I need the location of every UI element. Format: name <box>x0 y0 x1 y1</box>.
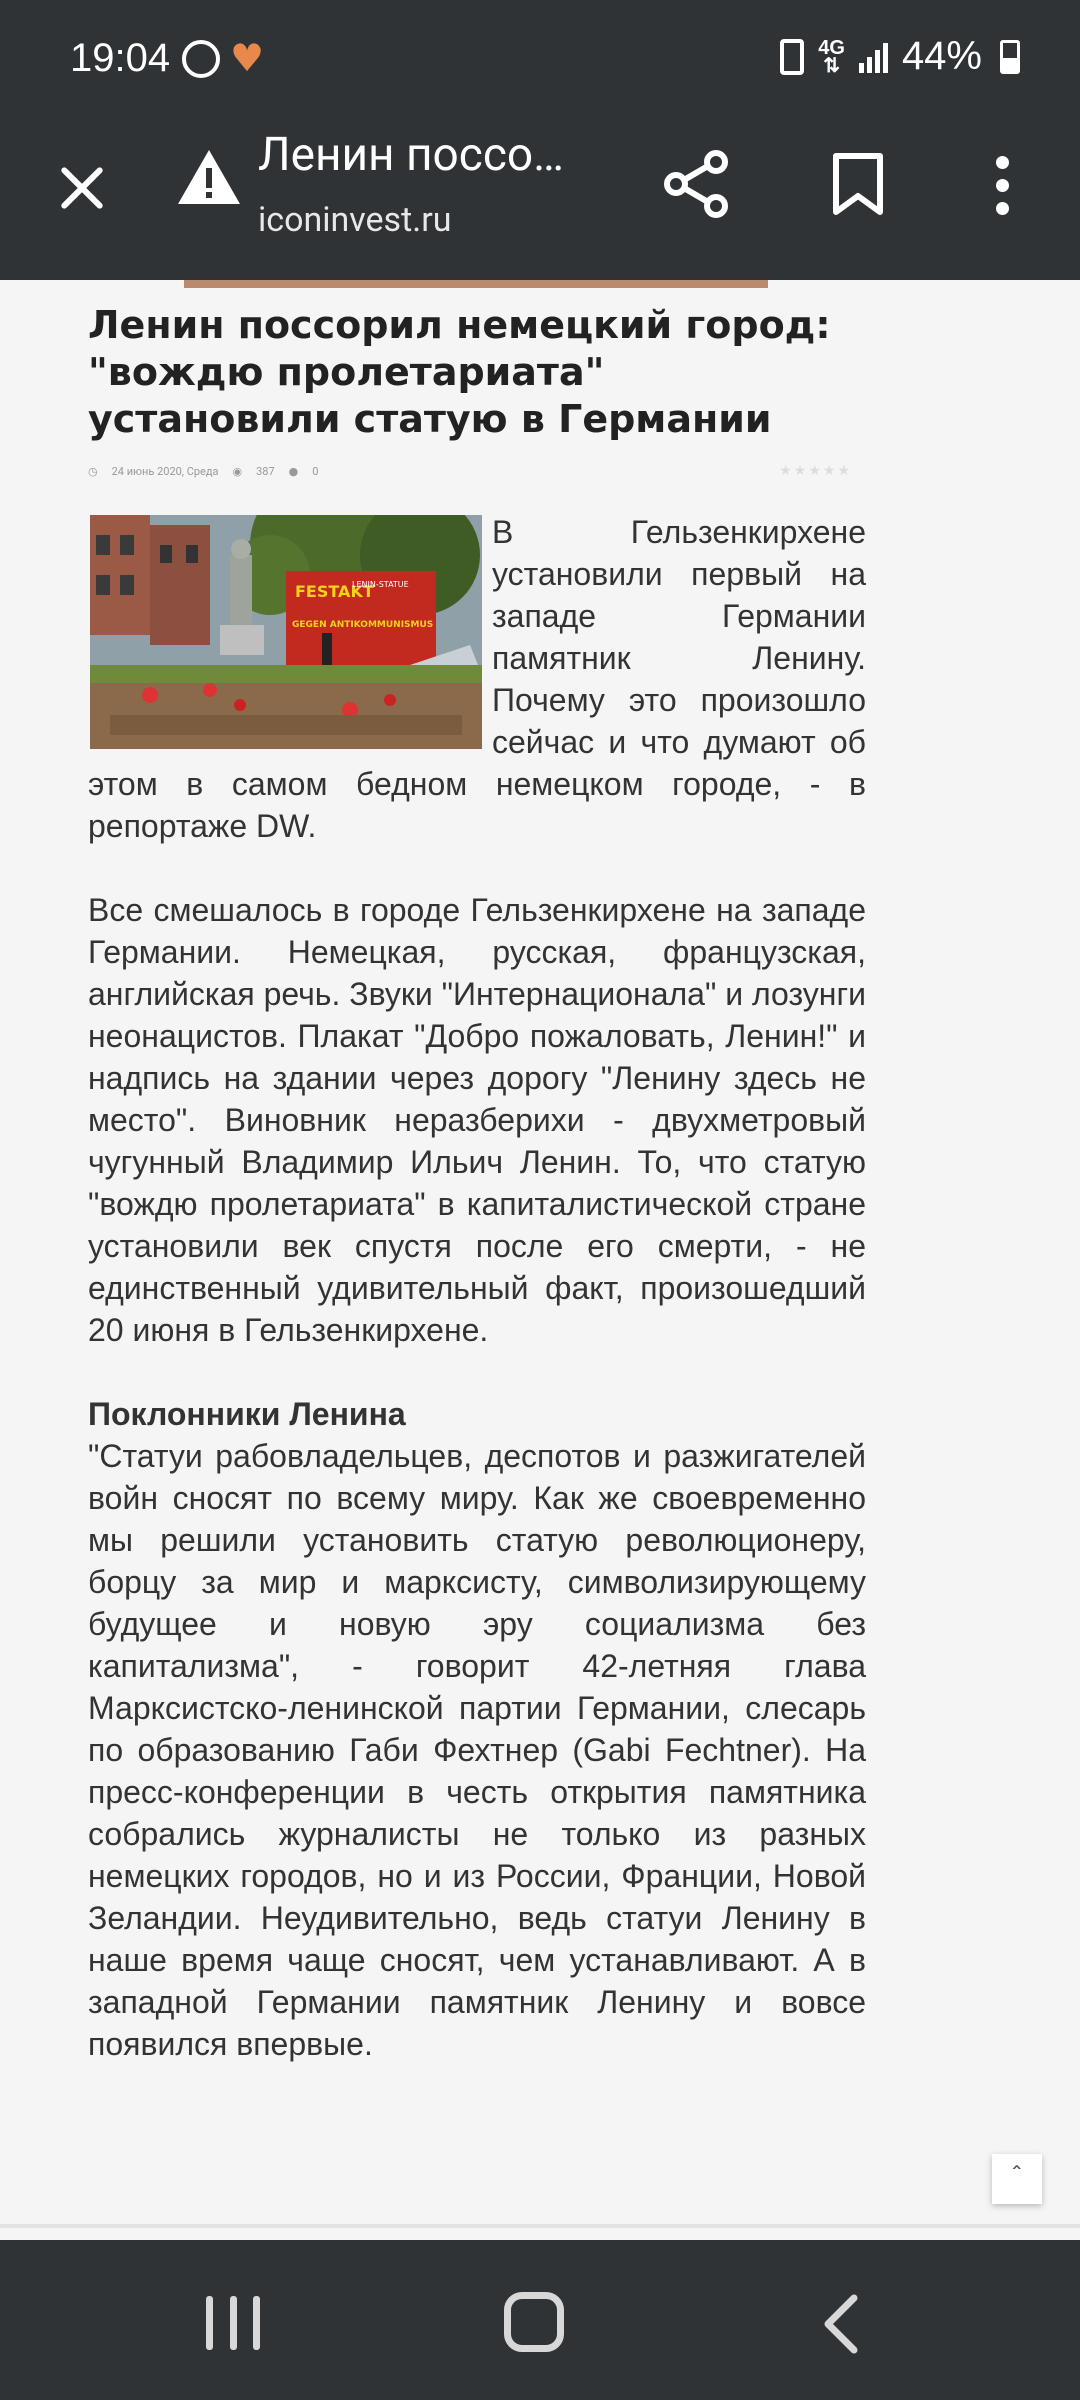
share-icon[interactable] <box>660 148 732 220</box>
lead-text: В Гельзенкирхене установили первый на западе Германии памятник Ленину. Почему это произошло сейчас и что думают об этом в самом бедном немецком городе, - в репортаже DW. <box>88 514 866 844</box>
article-body <box>88 511 866 2065</box>
battery-percent: 44% <box>901 34 982 78</box>
recents-icon[interactable] <box>206 2296 260 2350</box>
article-comments[interactable]: 0 <box>312 464 319 478</box>
section-subhead: Поклонники Ленина <box>88 1396 406 1432</box>
page-title: Ленин поссо… <box>258 128 564 182</box>
network-label: 4G <box>818 36 845 59</box>
article-photo[interactable] <box>90 515 482 749</box>
browser-toolbar <box>0 118 1080 280</box>
home-icon[interactable] <box>504 2292 564 2352</box>
paragraph-1: Все смешалось в городе Гельзенкирхене на западе Германии. Немецкая, русская, французская, английская речь. Звуки "Интернационала" и лозунги неонацистов. Плакат "Добро пожаловать, Ленин!" и надпись на здании через дорогу "Ленину здесь не место". Виновник неразберихи - двухметровый чугунный Владимир Ильич Ленин. То, что статую "вождю пролетариата" в капиталистической стране установили век спустя после его смерти, - не единственный удивительный факт, произошедший 20 июня в Гельзенкирхене. <box>88 892 866 1348</box>
article <box>88 302 866 2107</box>
status-bar <box>0 0 1080 118</box>
bookmark-icon[interactable] <box>832 152 884 216</box>
comment-icon: ● <box>288 464 299 478</box>
scroll-to-top-button[interactable]: ˆ <box>992 2154 1042 2204</box>
rating-stars[interactable]: ★★★★★ <box>779 463 852 479</box>
back-icon[interactable] <box>814 2294 874 2354</box>
article-views: 387 <box>256 464 275 478</box>
health-icon: ♥ <box>230 37 265 81</box>
web-content[interactable] <box>0 280 1080 2238</box>
warning-icon[interactable] <box>176 148 242 206</box>
content-divider <box>0 2224 1080 2228</box>
photo-banner-3: GEGEN ANTIKOMMUNISMUS <box>292 620 434 630</box>
signal-icon <box>859 41 888 73</box>
hero-image-edge <box>184 280 768 288</box>
status-indicators <box>780 34 1020 79</box>
close-icon[interactable] <box>50 158 112 220</box>
lead-paragraph <box>88 511 866 847</box>
article-meta <box>88 461 866 481</box>
photo-banner-1: FESTAKT <box>295 582 374 601</box>
network-4g-icon: 4G ⇅ <box>818 36 845 77</box>
eye-icon: ◉ <box>232 464 243 478</box>
clock-icon: ◷ <box>88 464 98 478</box>
article-date: 24 июнь 2020, Среда <box>111 464 219 478</box>
battery-saver-icon <box>780 39 804 75</box>
whatsapp-icon <box>182 40 220 78</box>
photo-banner-2: LENIN-STATUE <box>352 580 409 589</box>
more-icon[interactable] <box>982 154 1022 218</box>
paragraph-2: "Статуи рабовладельцев, деспотов и разжигателей войн сносят по всему миру. Как же своевременно мы решили установить статую революционеру, борцу за мир и марксисту, символизирующему будущее и новую эру социализма без капитализма", - говорит 42-летняя глава Марксистско-ленинской партии Германии, слесарь по образованию Габи Фехтнер (Gabi Fechtner). На пресс-конференции в честь открытия памятника собрались журналисты не только из разных немецких городов, но и из России, Франции, Новой Зеландии. Неудивительно, ведь статуи Ленину в наше время чаще сносят, чем устанавливают. А в западной Германии памятник Ленину и вовсе появился впервые. <box>88 1438 866 2062</box>
status-time: 19:04 <box>70 36 171 80</box>
page-domain: iconinvest.ru <box>258 200 452 240</box>
article-headline: Ленин поссорил немецкий город: "вождю пролетариата" установили статую в Германии <box>88 303 831 441</box>
system-nav-bar <box>0 2240 1080 2400</box>
battery-icon <box>1000 40 1020 74</box>
